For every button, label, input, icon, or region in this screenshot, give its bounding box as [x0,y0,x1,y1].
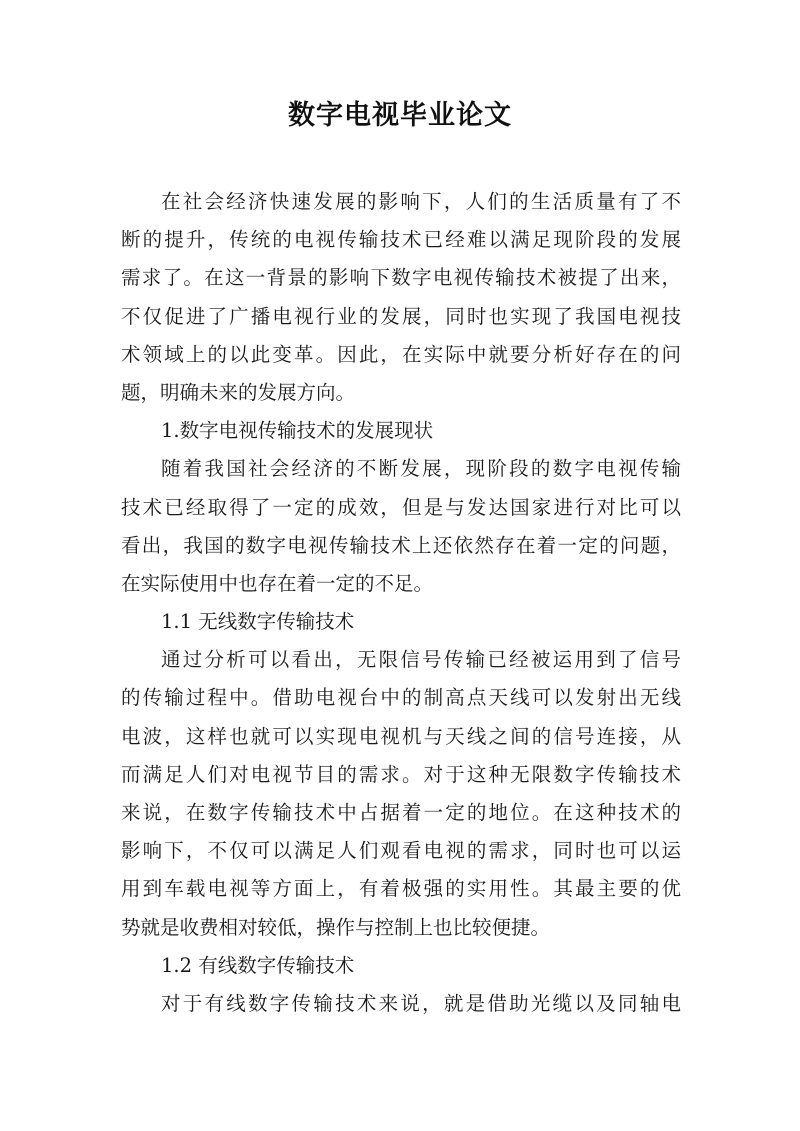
paragraph-wireless-line: 电波，这样也就可以实现电视机与天线之间的信号连接，从 [121,724,681,748]
paragraph-status-line: 技术已经取得了一定的成效，但是与发达国家进行对比可以 [121,495,681,519]
section-heading-1: 1.数字电视传输技术的发展现状 [161,419,434,443]
paragraph-intro-line: 不仅促进了广播电视行业的发展，同时也实现了我国电视技 [121,304,681,328]
paragraph-wireless-line: 势就是收费相对较低，操作与控制上也比较便捷。 [121,915,551,939]
paragraph-wireless-line: 用到车载电视等方面上，有着极强的实用性。其最主要的优 [121,877,681,901]
document-body [121,183,681,1023]
paragraph-intro-line: 术领域上的以此变革。因此，在实际中就要分析好存在的问 [121,342,681,366]
section-heading-1-1: 1.1 无线数字传输技术 [161,610,355,634]
paragraph-wireless-line: 影响下，不仅可以满足人们观看电视的需求，同时也可以运 [121,839,681,863]
paragraph-status-line: 看出，我国的数字电视传输技术上还依然存在着一定的问题， [121,533,681,557]
paragraph-status-line: 在实际使用中也存在着一定的不足。 [121,571,434,595]
paragraph-intro-line: 题，明确未来的发展方向。 [121,380,356,404]
paragraph-wireless-line: 通过分析可以看出，无限信号传输已经被运用到了信号 [161,648,681,672]
document-title: 数字电视毕业论文 [288,100,512,131]
paragraph-intro-line: 断的提升，传统的电视传输技术已经难以满足现阶段的发展 [121,228,681,252]
paragraph-wired-line: 对于有线数字传输技术来说，就是借助光缆以及同轴电 [161,991,681,1015]
paragraph-wireless-line: 来说，在数字传输技术中占据着一定的地位。在这种技术的 [121,801,681,824]
paragraph-wireless-line: 而满足人们对电视节目的需求。对于这种无限数字传输技术 [121,762,681,786]
paragraph-intro-line: 需求了。在这一背景的影响下数字电视传输技术被提了出来， [121,266,681,290]
section-heading-1-2: 1.2 有线数字传输技术 [161,953,355,977]
paragraph-wireless-line: 的传输过程中。借助电视台中的制高点天线可以发射出无线 [121,686,681,710]
paragraph-intro-line: 在社会经济快速发展的影响下，人们的生活质量有了不 [161,190,681,213]
paragraph-status-line: 随着我国社会经济的不断发展，现阶段的数字电视传输 [161,457,681,481]
